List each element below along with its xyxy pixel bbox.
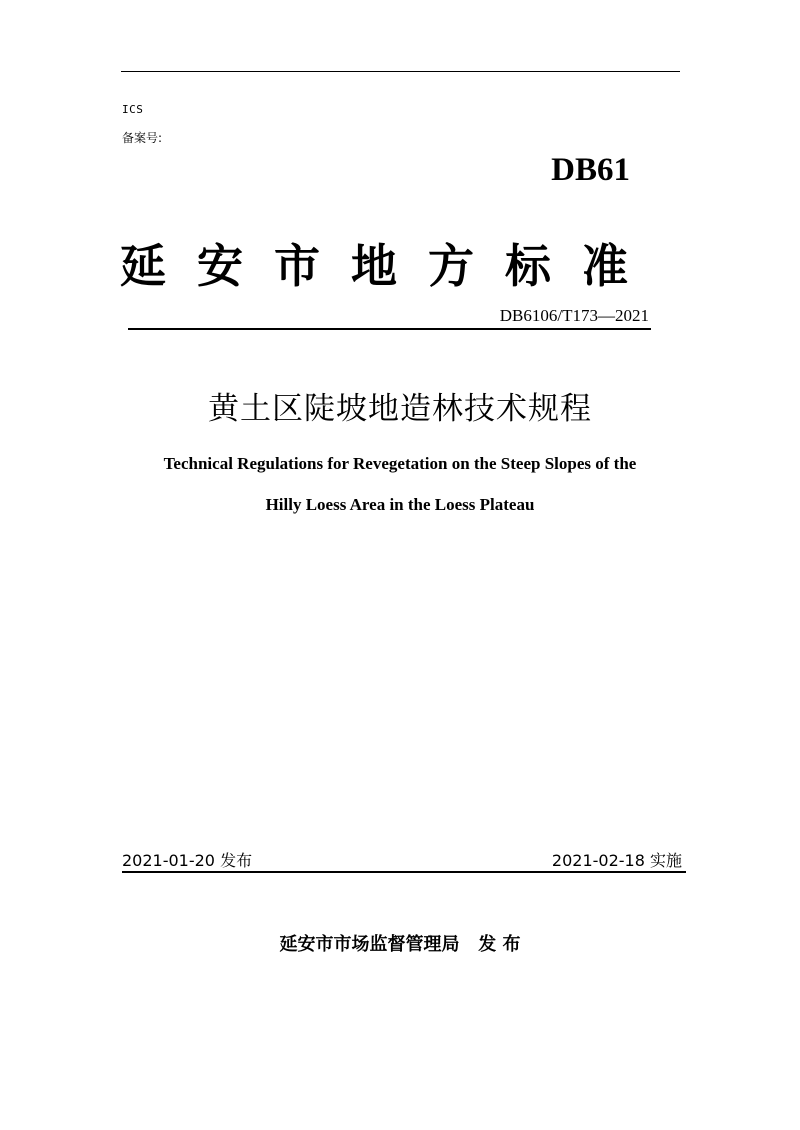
document-title-zh: 黄土区陡坡地造林技术规程 — [208, 391, 592, 427]
document-title-en-line1: Technical Regulations for Revegetation on the Steep Slopes of the — [163, 454, 637, 473]
ics-label: ICS — [122, 103, 144, 116]
date-divider — [122, 871, 686, 873]
standard-class-title: 延安市地方标准 — [120, 239, 659, 293]
date-row — [122, 850, 686, 872]
title-divider — [128, 328, 651, 330]
top-rule — [121, 71, 680, 72]
issuing-authority: 延安市市场监督管理局 发 布 — [279, 934, 521, 955]
implementation-date: 2021-02-18 实施 — [551, 851, 682, 870]
issue-date: 2021-01-20 发布 — [122, 851, 253, 870]
db-code: DB61 — [551, 152, 630, 188]
document-title-en-line2: Hilly Loess Area in the Loess Plateau — [265, 495, 535, 514]
filing-number-label: 备案号: — [122, 131, 163, 145]
standard-number: DB6106/T173—2021 — [499, 306, 649, 325]
